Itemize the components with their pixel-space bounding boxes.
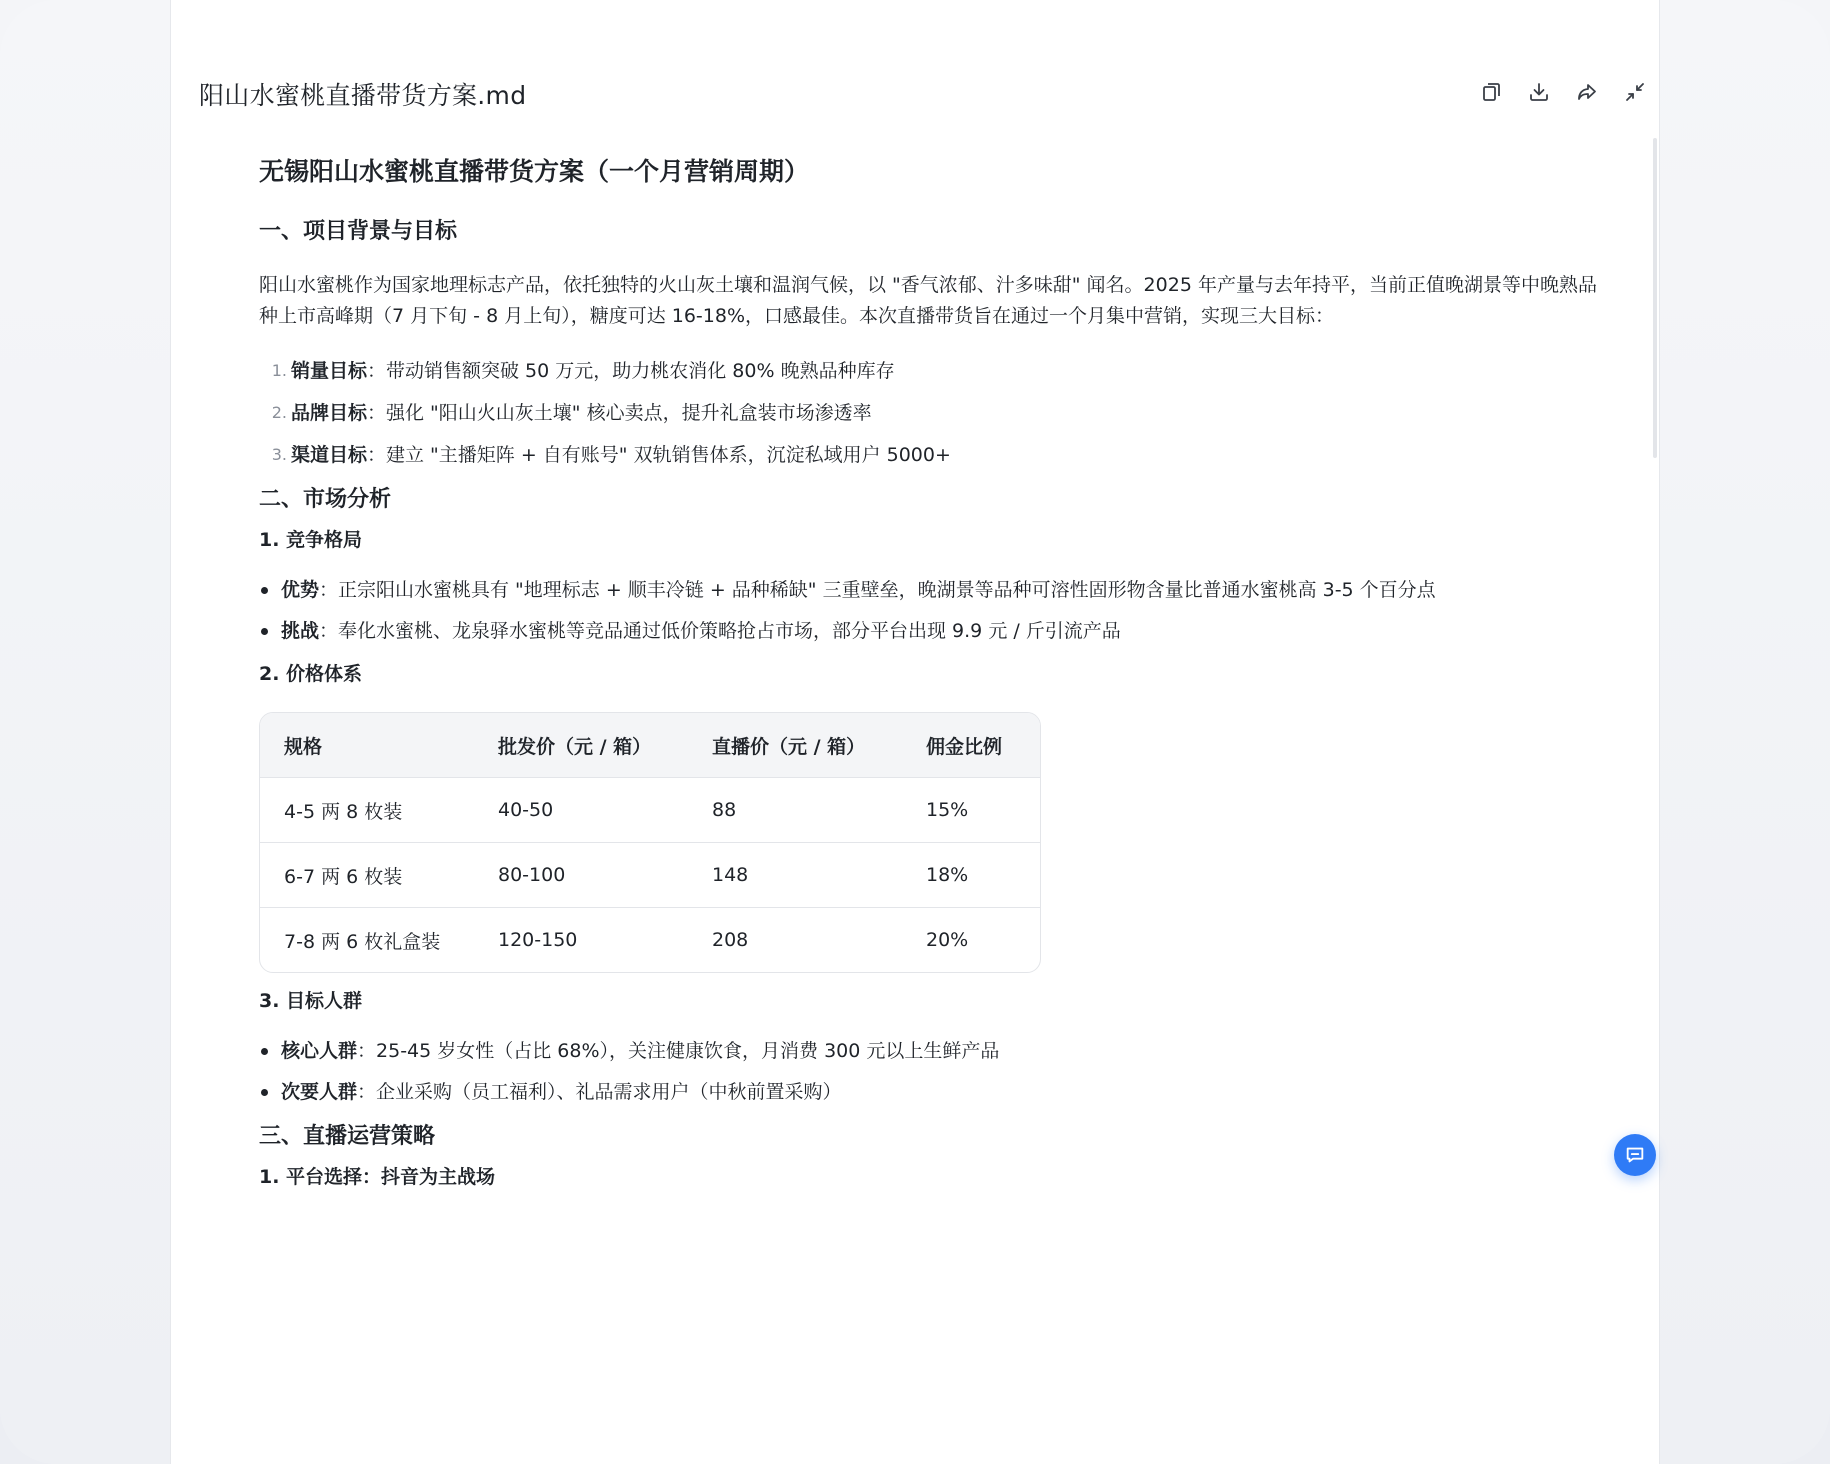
background-paragraph: 阳山水蜜桃作为国家地理标志产品，依托独特的火山灰土壤和温润气候，以 "香气浓郁、汁多味甜" 闻名。2025 年产量与去年持平，当前正值晚湖景等中晚熟品种上市高峰期（7 月下旬 - 8 月上旬），糖度可达 16-18%，口感最佳。本次直播带货旨在通过一个月集中营销，实现三大目标：	[259, 274, 1597, 327]
price-table	[259, 712, 1041, 973]
table-cell: 15%	[902, 778, 1040, 843]
table-header-cell: 直播价（元 / 箱）	[688, 713, 902, 778]
chat-icon	[1624, 1144, 1646, 1166]
subsection-heading: 1. 平台选择：抖音为主战场	[259, 1166, 496, 1188]
subsection-heading: 1. 竞争格局	[259, 529, 363, 551]
table-cell: 20%	[902, 908, 1040, 973]
document-title: 阳山水蜜桃直播带货方案.md	[199, 81, 527, 110]
share-button[interactable]	[1573, 78, 1601, 106]
bullet-icon	[261, 587, 268, 594]
table-header-row	[260, 713, 1040, 778]
main-title: 无锡阳山水蜜桃直播带货方案（一个月营销周期）	[259, 157, 810, 186]
audience-list	[259, 1031, 1599, 1113]
goals-list	[259, 350, 1599, 476]
table-cell: 120-150	[474, 908, 688, 973]
list-item: 优势 ：正宗阳山水蜜桃具有 "地理标志 + 顺丰冷链 + 品种稀缺" 三重壁垒，晚湖景等品种可溶性固形物含量比普通水蜜桃高 3-5 个百分点	[259, 570, 1599, 611]
table-cell: 4-5 两 8 枚装	[260, 778, 474, 843]
list-item: 挑战 ：奉化水蜜桃、龙泉驿水蜜桃等竞品通过低价策略抢占市场，部分平台出现 9.9 元 / 斤引流产品	[259, 611, 1599, 652]
table-cell: 208	[688, 908, 902, 973]
list-item: 2. 品牌目标 ：强化 "阳山火山灰土壤" 核心卖点，提升礼盒装市场渗透率	[271, 402, 872, 424]
bullet-icon	[261, 628, 268, 635]
table-cell: 88	[688, 778, 902, 843]
section-heading: 三、直播运营策略	[259, 1124, 436, 1149]
table-header-cell: 规格	[260, 713, 474, 778]
table-row	[260, 778, 1040, 843]
table-cell: 6-7 两 6 枚装	[260, 843, 474, 908]
bullet-icon	[261, 1048, 268, 1055]
document-toolbar	[1477, 78, 1649, 106]
section-heading: 二、市场分析	[259, 487, 392, 512]
collapse-icon	[1623, 80, 1647, 104]
chat-button[interactable]	[1614, 1134, 1656, 1176]
table-header-cell: 佣金比例	[902, 713, 1040, 778]
table-cell: 40-50	[474, 778, 688, 843]
table-cell: 80-100	[474, 843, 688, 908]
table-header-cell: 批发价（元 / 箱）	[474, 713, 688, 778]
collapse-button[interactable]	[1621, 78, 1649, 106]
list-item: 核心人群 ：25-45 岁女性（占比 68%），关注健康饮食，月消费 300 元以上生鲜产品	[259, 1031, 1599, 1072]
table-cell: 18%	[902, 843, 1040, 908]
table-row	[260, 843, 1040, 908]
download-button[interactable]	[1525, 78, 1553, 106]
bullet-icon	[261, 1089, 268, 1096]
download-icon	[1527, 80, 1551, 104]
list-item: 1. 销量目标 ：带动销售额突破 50 万元，助力桃农消化 80% 晚熟品种库存	[271, 360, 895, 382]
document-header	[171, 66, 1661, 122]
list-item: 3. 渠道目标 ：建立 "主播矩阵 + 自有账号" 双轨销售体系，沉淀私域用户 5000+	[271, 444, 951, 466]
table-cell: 148	[688, 843, 902, 908]
competition-list	[259, 570, 1599, 652]
copy-button[interactable]	[1477, 78, 1505, 106]
subsection-heading: 2. 价格体系	[259, 663, 363, 685]
subsection-heading: 3. 目标人群	[259, 990, 363, 1012]
markdown-content	[259, 150, 1599, 1195]
list-item: 次要人群 ：企业采购（员工福利）、礼品需求用户（中秋前置采购）	[259, 1072, 1599, 1113]
scrollbar-thumb[interactable]	[1653, 138, 1657, 458]
document-panel	[170, 0, 1660, 1464]
share-icon	[1575, 80, 1599, 104]
table-cell: 7-8 两 6 枚礼盒装	[260, 908, 474, 973]
section-heading: 一、项目背景与目标	[259, 219, 458, 244]
copy-icon	[1479, 80, 1503, 104]
table-row	[260, 908, 1040, 973]
